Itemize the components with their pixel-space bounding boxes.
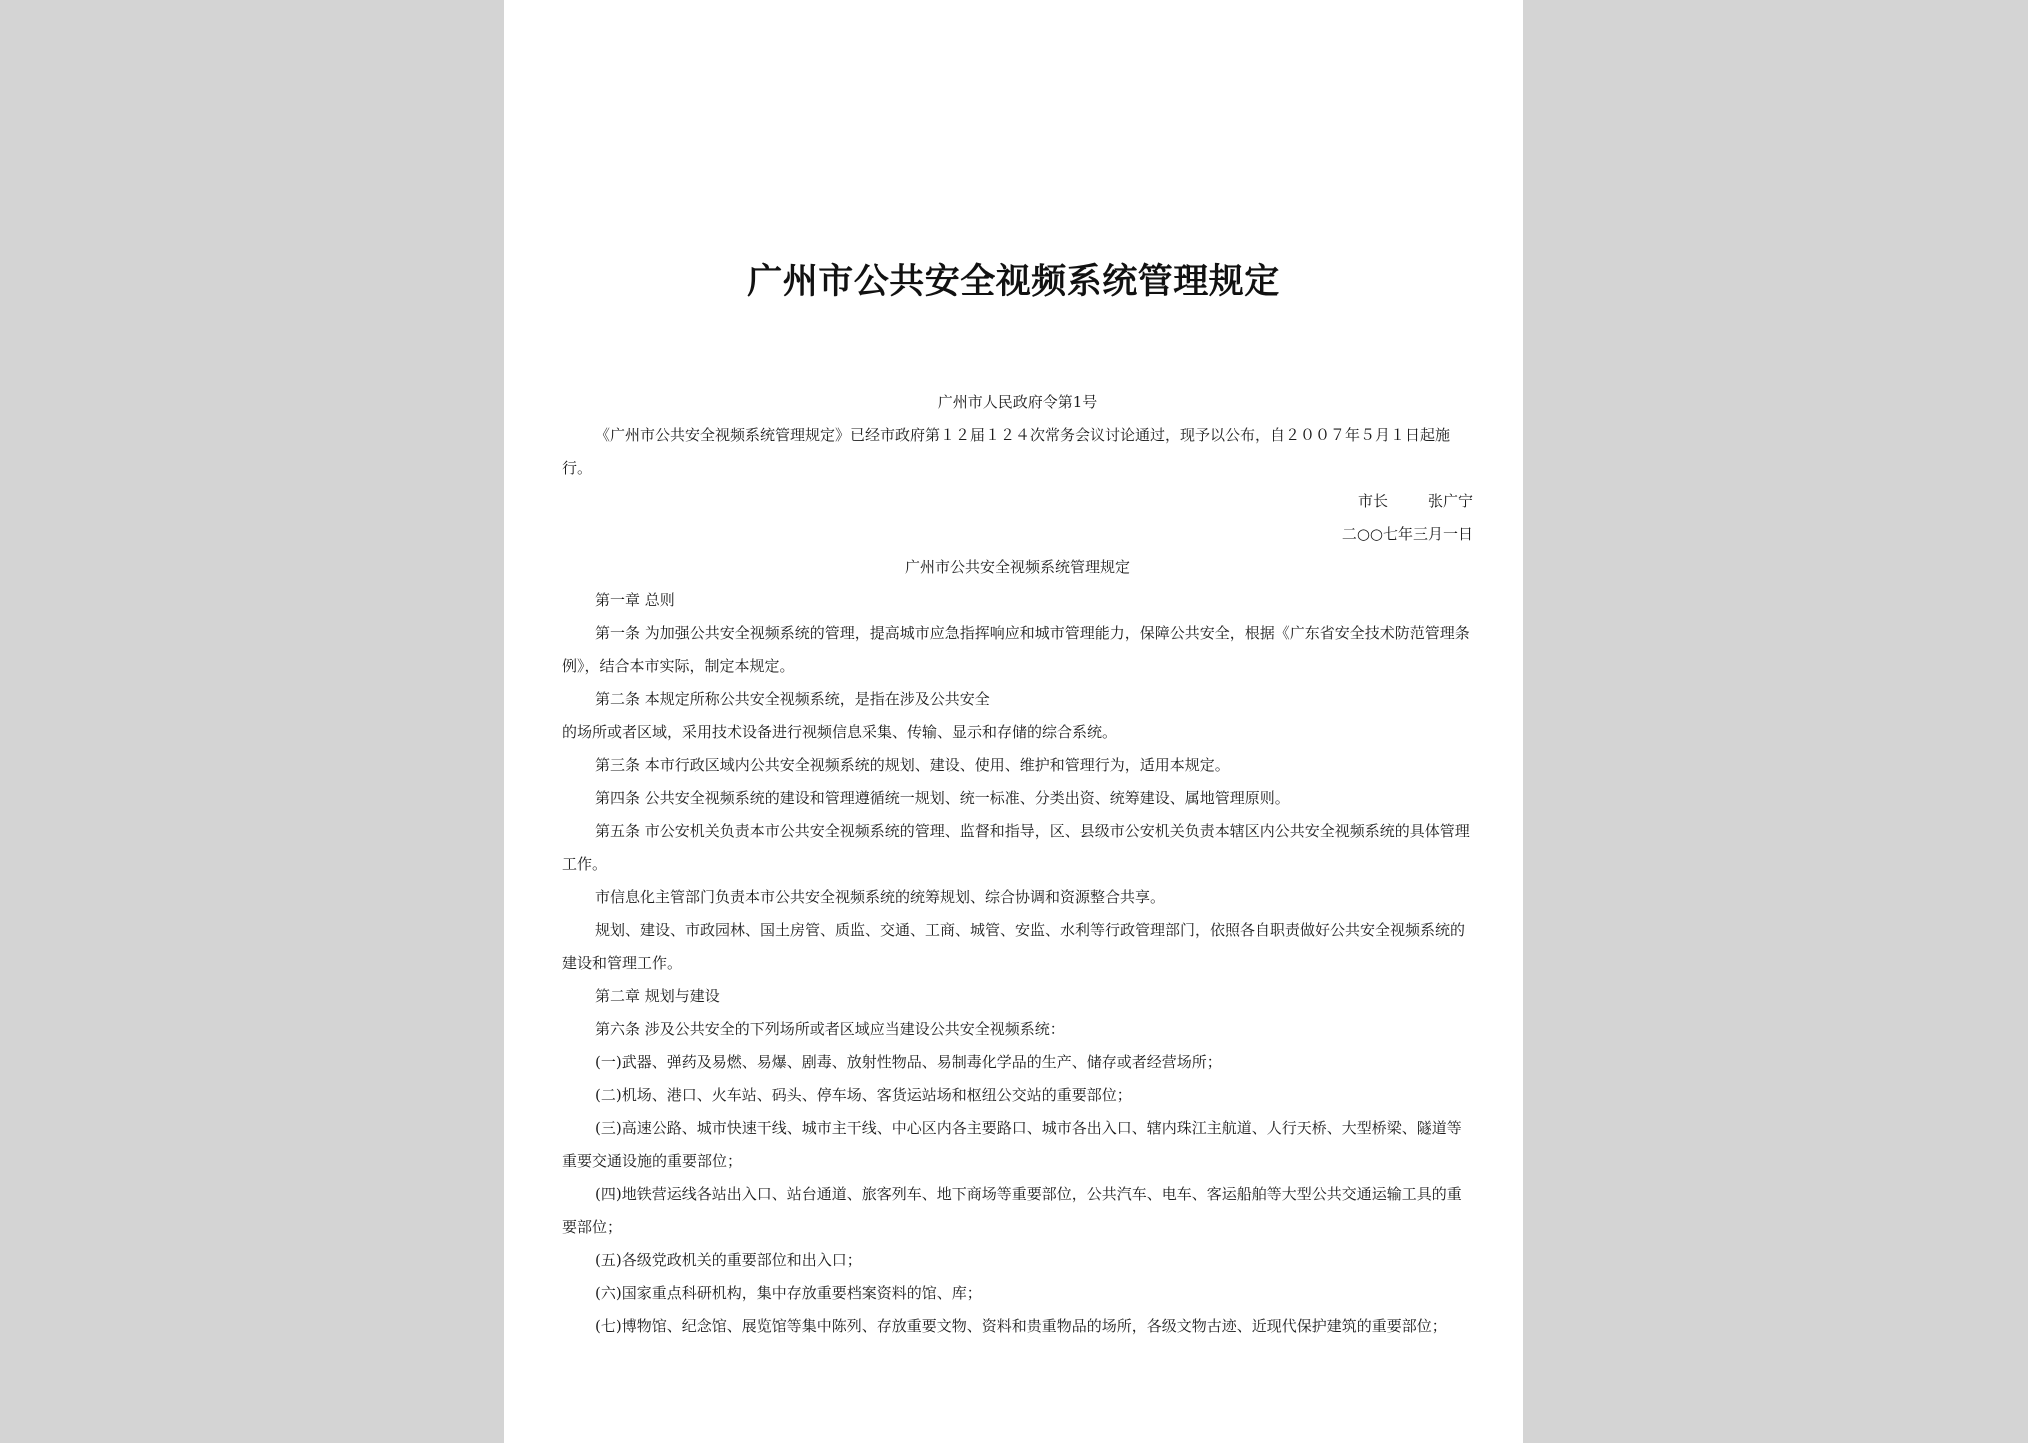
preamble: 《广州市公共安全视频系统管理规定》已经市政府第１２届１２４次常务会议讨论通过，现予以公布，自２００７年５月１日起施行。 (562, 426, 1451, 477)
document-body (562, 386, 1473, 1343)
document-title: 广州市公共安全视频系统管理规定 (747, 261, 1280, 302)
chapter-heading: 第二章 规划与建设 (595, 987, 720, 1005)
signature-role: 市长 (1357, 492, 1388, 510)
list-item: (二)机场、港口、火车站、码头、停车场、客货运站场和枢纽公交站的重要部位； (595, 1086, 1132, 1104)
signature-line (562, 485, 1473, 518)
list-item: (六)国家重点科研机构，集中存放重要档案资料的馆、库； (595, 1284, 982, 1302)
article-paragraph: 第六条 涉及公共安全的下列场所或者区域应当建设公共安全视频系统： (595, 1020, 1065, 1038)
article-paragraph-continuation: 的场所或者区域，采用技术设备进行视频信息采集、传输、显示和存储的综合系统。 (562, 723, 1118, 741)
article-paragraph: 第五条 市公安机关负责本市公共安全视频系统的管理、监督和指导，区、县级市公安机关负责本辖区内公共安全视频系统的具体管理工作。 (562, 822, 1470, 873)
issue-date: 二○○七年三月一日 (1341, 525, 1473, 543)
article-paragraph: 第四条 公共安全视频系统的建设和管理遵循统一规划、统一标准、分类出资、统筹建设、属地管理原则。 (595, 789, 1290, 807)
article-paragraph: 第一条 为加强公共安全视频系统的管理，提高城市应急指挥响应和城市管理能力，保障公共安全，根据《广东省安全技术防范管理条例》，结合本市实际，制定本规定。 (562, 624, 1470, 675)
article-paragraph: 第二条 本规定所称公共安全视频系统，是指在涉及公共安全 (595, 690, 990, 708)
document-page (504, 0, 1523, 1443)
regulation-subtitle: 广州市公共安全视频系统管理规定 (904, 558, 1130, 576)
list-item: (一)武器、弹药及易燃、易爆、剧毒、放射性物品、易制毒化学品的生产、储存或者经营场所； (595, 1053, 1222, 1071)
list-item: (三)高速公路、城市快速干线、城市主干线、中心区内各主要路口、城市各出入口、辖内珠江主航道、人行天桥、大型桥梁、隧道等重要交通设施的重要部位； (562, 1119, 1462, 1170)
list-item: (四)地铁营运线各站出入口、站台通道、旅客列车、地下商场等重要部位，公共汽车、电车、客运船舶等大型公共交通运输工具的重要部位； (562, 1185, 1462, 1236)
list-item: (七)博物馆、纪念馆、展览馆等集中陈列、存放重要文物、资料和贵重物品的场所，各级文物古迹、近现代保护建筑的重要部位； (595, 1317, 1447, 1335)
order-number: 广州市人民政府令第1号 (937, 393, 1098, 411)
chapter-heading: 第一章 总则 (595, 591, 675, 609)
signature-name: 张广宁 (1427, 492, 1473, 510)
article-paragraph: 规划、建设、市政园林、国土房管、质监、交通、工商、城管、安监、水利等行政管理部门，依照各自职责做好公共安全视频系统的建设和管理工作。 (562, 921, 1466, 972)
article-paragraph: 市信息化主管部门负责本市公共安全视频系统的统筹规划、综合协调和资源整合共享。 (595, 888, 1166, 906)
article-paragraph: 第三条 本市行政区域内公共安全视频系统的规划、建设、使用、维护和管理行为，适用本规定。 (595, 756, 1230, 774)
list-item: (五)各级党政机关的重要部位和出入口； (595, 1251, 862, 1269)
